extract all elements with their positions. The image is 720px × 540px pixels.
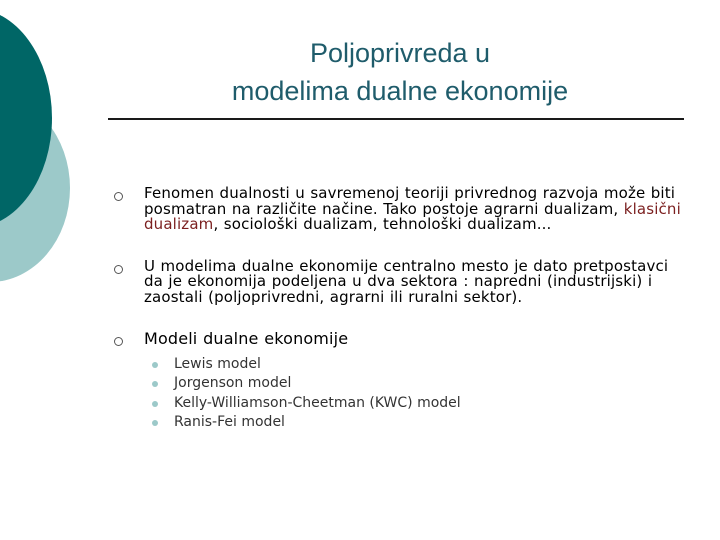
bullet-text-3: Modeli dualne ekonomije: [144, 329, 349, 348]
bullet-dot-icon: [152, 381, 158, 387]
title-line-1: Poljoprivreda u: [309, 38, 491, 68]
model-name: Ranis-Fei model: [174, 414, 285, 430]
model-name: Kelly-Williamson-Cheetman (KWC) model: [174, 394, 461, 411]
bullet-text-1-highlight: klasični dualizam: [144, 199, 681, 233]
bullet-dot-icon: [152, 401, 158, 407]
bullet-dot-icon: [152, 362, 158, 368]
bullet-text-1-part1: Fenomen dualnosti u savremenoj teoriji privrednog razvoja može biti posmatran na različite načine. Tako postoje agrarni dualizam,: [144, 184, 676, 218]
bullet-list: [112, 186, 682, 459]
bullet-circle-icon: [114, 192, 123, 201]
bullet-text-1: [144, 186, 682, 233]
list-item: [144, 355, 682, 375]
bullet-item-2: [112, 256, 682, 306]
bullet-circle-icon: [114, 337, 123, 346]
bullet-item-1: [112, 186, 682, 233]
list-item: [144, 374, 682, 394]
list-item: [144, 413, 682, 433]
slide-title: [140, 34, 660, 110]
bullet-dot-icon: [152, 420, 158, 426]
bullet-item-3: [112, 331, 682, 433]
bullet-circle-icon: [114, 265, 123, 274]
model-name: Lewis model: [174, 355, 261, 372]
bullet-text-1-part2: , sociološki dualizam, tehnološki dualizam...: [213, 215, 552, 233]
list-item: [144, 394, 682, 414]
title-divider: [108, 118, 684, 120]
bullet-text-2: U modelima dualne ekonomije centralno mesto je dato pretpostavci da je ekonomija podeljena u dva sektora : napredni (industrijski) i zaostali (poljoprivredni, agrarni ili ruralni sektor).: [144, 256, 669, 306]
model-name: Jorgenson model: [174, 375, 292, 391]
models-sublist: [144, 355, 682, 433]
decorative-circles: [0, 0, 130, 290]
title-line-2: modelima dualne ekonomije: [231, 76, 569, 106]
